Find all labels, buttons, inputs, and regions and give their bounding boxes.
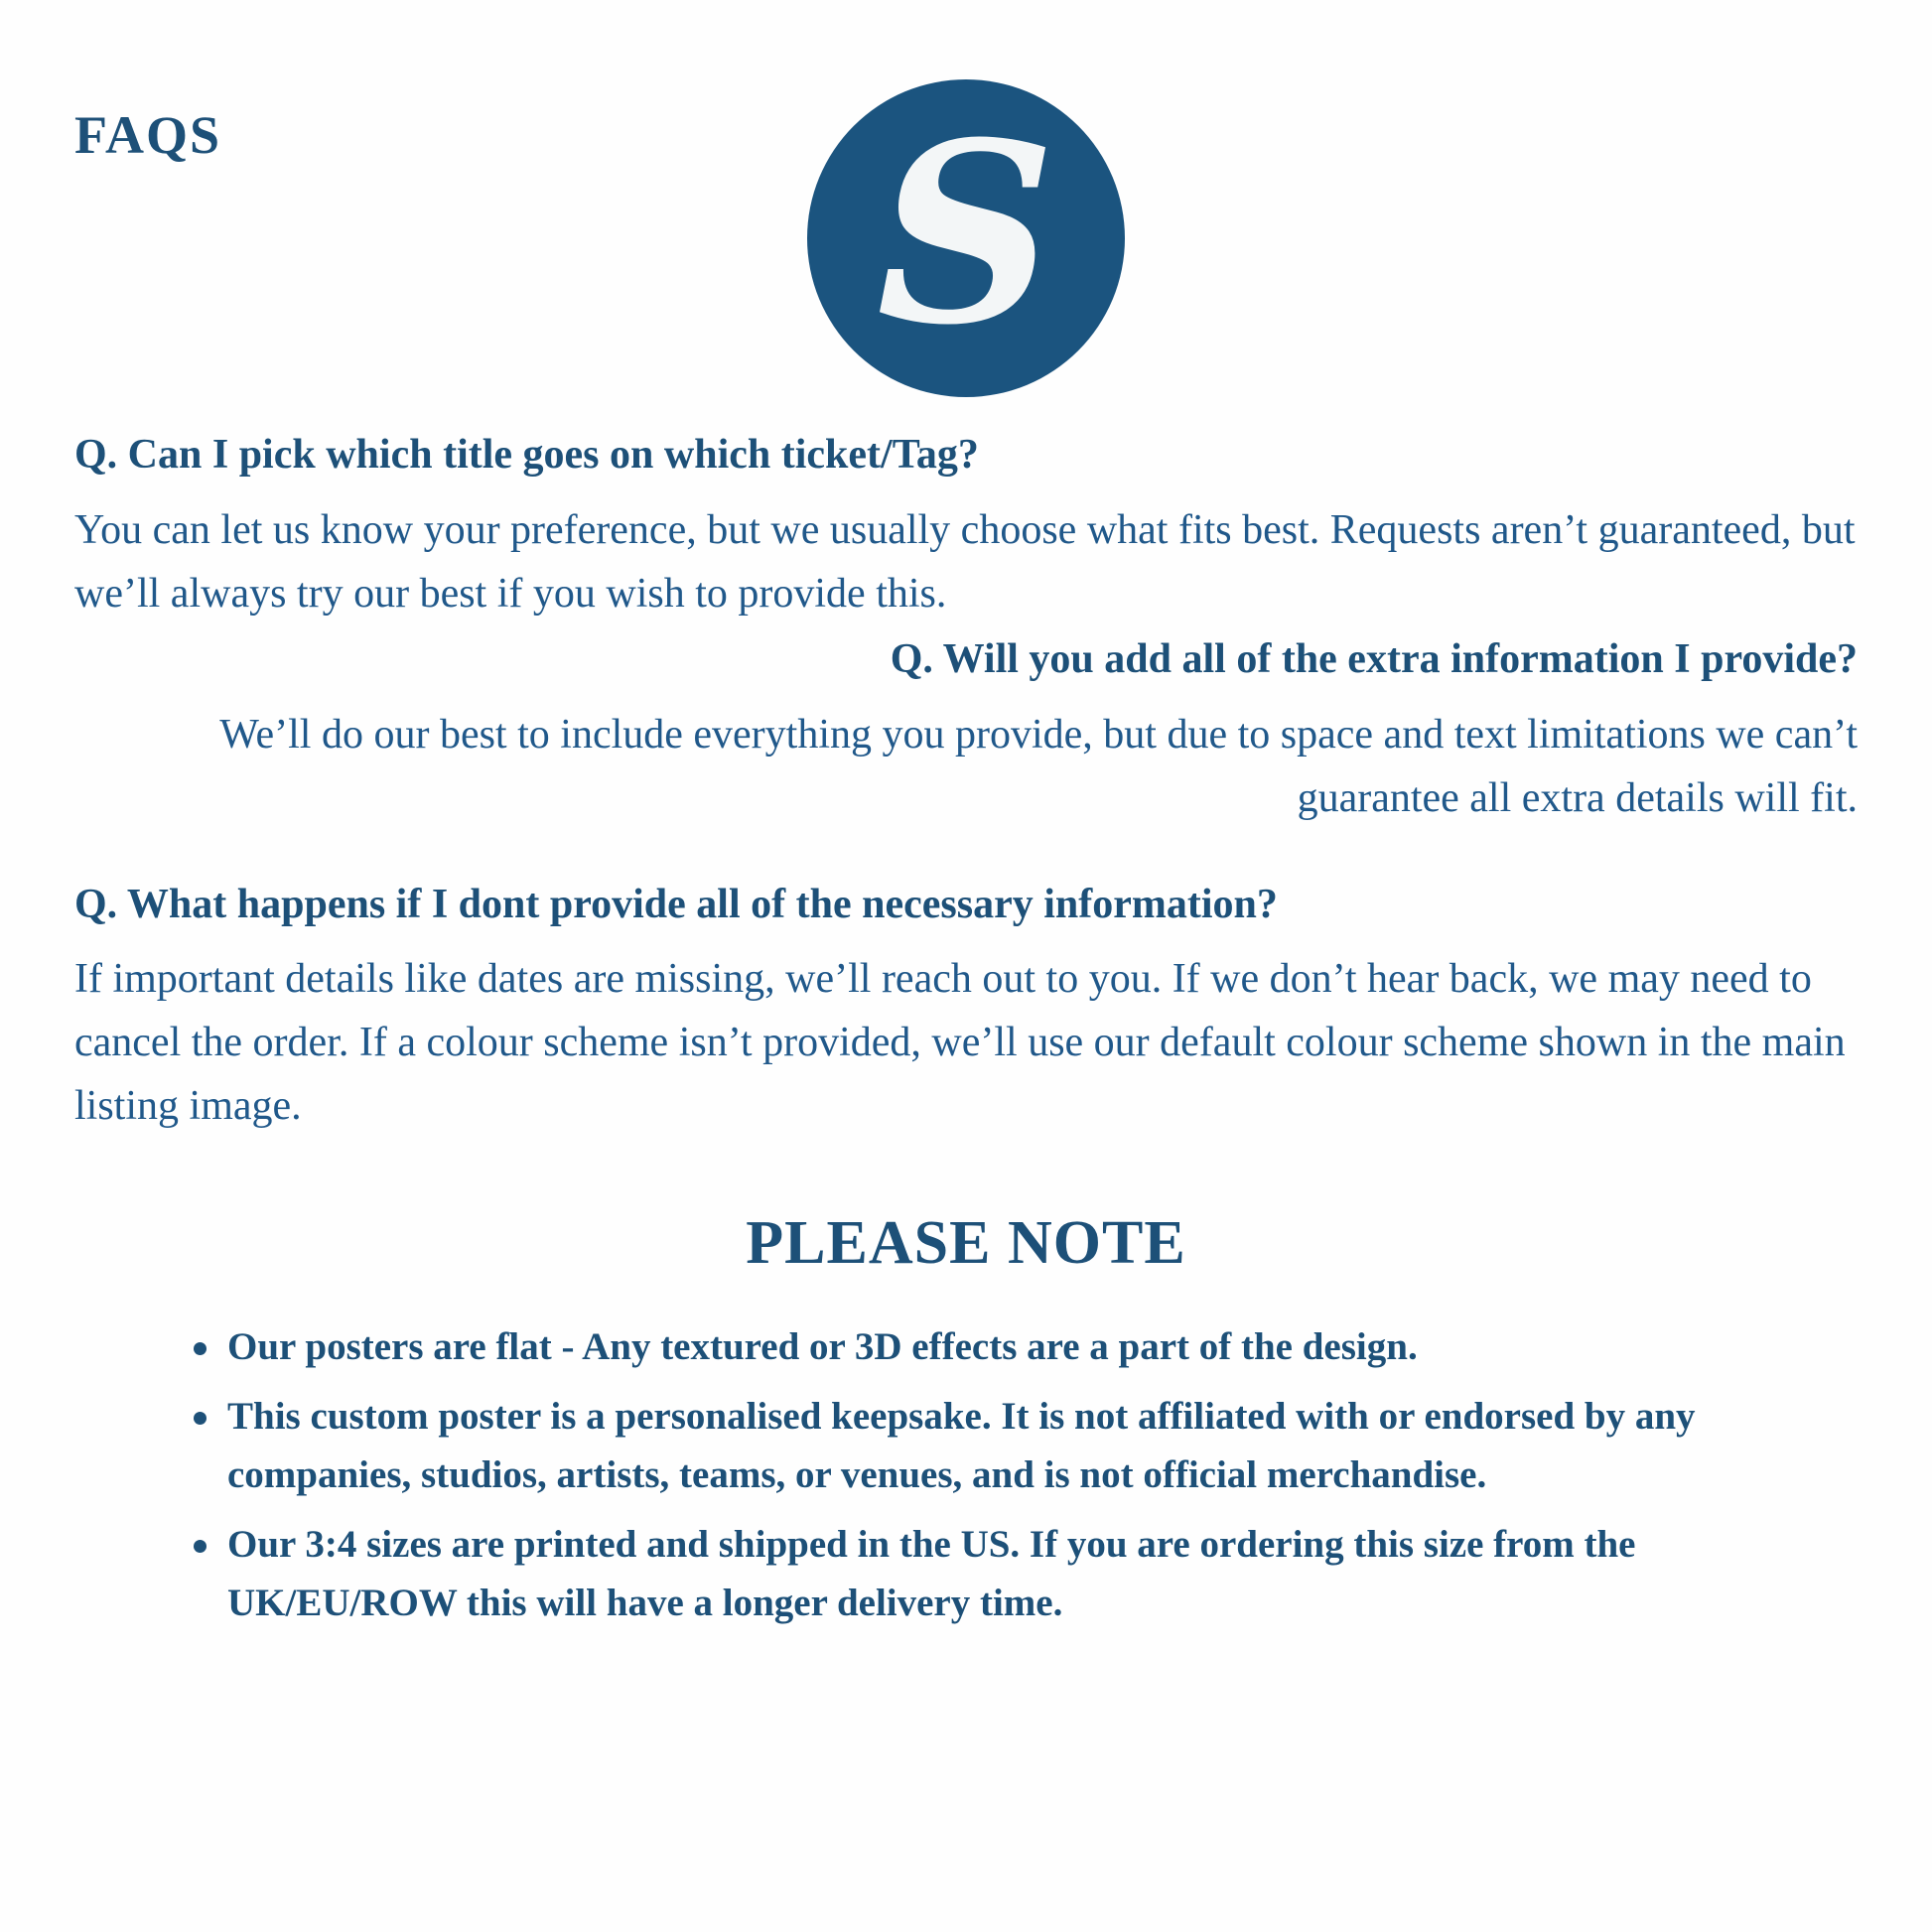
faq-item [74,877,1858,1139]
page-header [74,60,1858,387]
faq-question: Q. What happens if I dont provide all of the necessary information? [74,881,1278,927]
please-note-list [74,1318,1858,1633]
list-item: This custom poster is a personalised keepsake. It is not affiliated with or endorsed by any companies, studios, artists, teams, or venues, and is not official merchandise. [194,1388,1858,1504]
faq-question: Q. Will you add all of the extra information I provide? [890,636,1858,683]
faq-answer: We’ll do our best to include everything you provide, but due to space and text limitations we can’t guarantee all extra details will fit. [219,712,1858,821]
logo-letter: S [876,87,1056,379]
list-item: Our 3:4 sizes are printed and shipped in the US. If you are ordering this size from the UK/EU/ROW this will have a longer delivery time. [194,1516,1858,1632]
faq-item [74,631,1858,830]
faq-question: Q. Can I pick which title goes on which ticket/Tag? [74,432,979,478]
faq-answer: You can let us know your preference, but we usually choose what fits best. Requests aren’t guaranteed, but we’ll always try our best if you wish to provide this. [74,506,1856,617]
brand-logo [807,79,1125,397]
please-note-heading: PLEASE NOTE [746,1208,1186,1277]
faq-answer: If important details like dates are missing, we’ll reach out to you. If we don’t hear back, we may need to cancel the order. If a colour scheme isn’t provided, we’ll use our default colour scheme shown in the main listing image. [74,956,1846,1130]
faq-item [74,427,1858,625]
faq-list [74,427,1858,1139]
page-title: FAQS [74,105,222,165]
list-item: Our posters are flat - Any textured or 3D effects are a part of the design. [194,1318,1858,1377]
logo-circle-icon [807,79,1125,397]
